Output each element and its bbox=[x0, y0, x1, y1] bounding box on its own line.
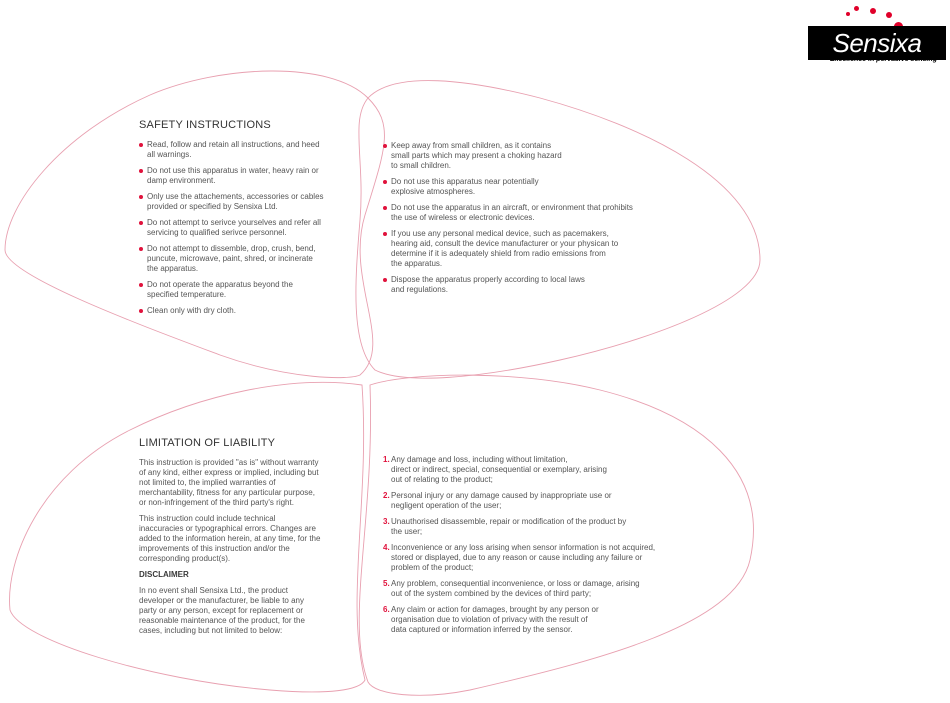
liability-paragraph: This instruction is provided "as is" without warranty of any kind, either express or implied, including but not limited to, the implied warranties of merchantability, fitness for any particular purpose, or non-infringement of the third party's right. bbox=[139, 458, 319, 507]
list-item bbox=[139, 280, 354, 300]
bullet-icon bbox=[139, 247, 143, 251]
list-item-text: Do not operate the apparatus beyond the specified temperature. bbox=[147, 280, 293, 299]
logo-wordmark: Sensixa bbox=[808, 26, 946, 60]
disclaimer-text: In no event shall Sensixa Ltd., the product developer or the manufacturer, be liable to any party or any person, except for replacement or reasonable maintenance of the product, for the cases, including but not limited to below: bbox=[139, 586, 305, 635]
list-item-text: Unauthorised disassemble, repair or modification of the product by the user; bbox=[391, 517, 627, 536]
list-item bbox=[383, 229, 683, 269]
list-item-text: Any damage and loss, including without limitation, direct or indirect, special, consequential or exemplary, arising out of relating to the product; bbox=[391, 455, 607, 484]
list-item bbox=[383, 455, 703, 485]
safety-left-list bbox=[139, 140, 354, 316]
liability-paragraph: This instruction could include technical inaccuracies or typographical errors. Changes are added to the information herein, at any time, for the improvements of this instruction and/or the corresponding product(s). bbox=[139, 514, 321, 563]
list-item-text: Do not attempt to dissemble, drop, crush, bend, puncute, microwave, paint, shred, or incinerate the apparatus. bbox=[147, 244, 316, 273]
list-item bbox=[139, 192, 354, 212]
list-item-text: Only use the attachements, accessories or cables provided or specified by Sensixa Ltd. bbox=[147, 192, 324, 211]
list-item-text: Dispose the apparatus properly according to local laws and regulations. bbox=[391, 275, 585, 294]
list-item bbox=[383, 491, 703, 511]
logo-dot bbox=[886, 12, 892, 18]
list-item bbox=[383, 203, 683, 223]
list-item bbox=[383, 605, 703, 635]
list-item bbox=[139, 306, 354, 316]
safety-left-column bbox=[139, 120, 354, 322]
liability-title: LIMITATION OF LIABILITY bbox=[139, 437, 276, 449]
bullet-icon bbox=[139, 283, 143, 287]
sensixa-logo bbox=[808, 6, 948, 66]
list-item-text: Inconvenience or any loss arising when sensor information is not acquired, stored or displayed, due to any reason or cause including any failure or problem of the product; bbox=[391, 543, 656, 572]
list-item bbox=[139, 244, 354, 274]
list-item-text: Any problem, consequential inconvenience, or loss or damage, arising out of the system combined by the devices of third party; bbox=[391, 579, 640, 598]
bullet-icon bbox=[139, 143, 143, 147]
safety-title: SAFETY INSTRUCTIONS bbox=[139, 119, 271, 131]
list-item bbox=[139, 166, 354, 186]
logo-tagline: Excellence in pervasive sensing bbox=[830, 56, 938, 63]
list-item bbox=[139, 218, 354, 238]
list-item bbox=[139, 140, 354, 160]
list-item-text: Personal injury or any damage caused by inappropriate use or negligent operation of the user; bbox=[391, 491, 612, 510]
list-item bbox=[383, 141, 683, 171]
disclaimer-title: DISCLAIMER bbox=[139, 570, 189, 579]
list-item-text: Do not use this apparatus in water, heavy rain or damp environment. bbox=[147, 166, 319, 185]
list-item-text: Keep away from small children, as it contains small parts which may present a choking hazard to small children. bbox=[391, 141, 562, 170]
list-item-text: If you use any personal medical device, such as pacemakers, hearing aid, consult the device manufacturer or your physican to determine if it is adequately shield from radio emissions from the apparatus. bbox=[391, 229, 619, 268]
item-number: 2. bbox=[383, 491, 390, 500]
bullet-icon bbox=[139, 195, 143, 199]
bullet-icon bbox=[383, 232, 387, 236]
list-item bbox=[383, 517, 703, 537]
list-item-text: Do not attempt to serivce yourselves and refer all servicing to qualified serivce personnel. bbox=[147, 218, 321, 237]
list-item bbox=[383, 543, 703, 573]
item-number: 3. bbox=[383, 517, 390, 526]
list-item bbox=[383, 177, 683, 197]
bullet-icon bbox=[383, 278, 387, 282]
liability-left-column bbox=[139, 438, 359, 642]
list-item bbox=[383, 579, 703, 599]
list-item-text: Read, follow and retain all instructions, and heed all warnings. bbox=[147, 140, 320, 159]
list-item-text: Do not use the apparatus in an aircraft, or environment that prohibits the use of wireless or electronic devices. bbox=[391, 203, 633, 222]
liability-right-column bbox=[383, 455, 703, 641]
item-number: 1. bbox=[383, 455, 390, 464]
item-number: 4. bbox=[383, 543, 390, 552]
list-item-text: Clean only with dry cloth. bbox=[147, 306, 236, 315]
item-number: 5. bbox=[383, 579, 390, 588]
list-item-text: Any claim or action for damages, brought by any person or organisation due to violation of privacy with the result of data captured or information inferred by the sensor. bbox=[391, 605, 599, 634]
bullet-icon bbox=[383, 206, 387, 210]
logo-dot bbox=[854, 6, 859, 11]
bullet-icon bbox=[139, 221, 143, 225]
list-item bbox=[383, 275, 683, 295]
logo-dot bbox=[870, 8, 876, 14]
safety-right-column bbox=[383, 141, 683, 301]
bullet-icon bbox=[139, 169, 143, 173]
logo-dot bbox=[846, 12, 850, 16]
item-number: 6. bbox=[383, 605, 390, 614]
bullet-icon bbox=[139, 309, 143, 313]
bullet-icon bbox=[383, 180, 387, 184]
safety-right-list bbox=[383, 141, 683, 295]
liability-list bbox=[383, 455, 703, 635]
list-item-text: Do not use this apparatus near potentially explosive atmospheres. bbox=[391, 177, 539, 196]
bullet-icon bbox=[383, 144, 387, 148]
